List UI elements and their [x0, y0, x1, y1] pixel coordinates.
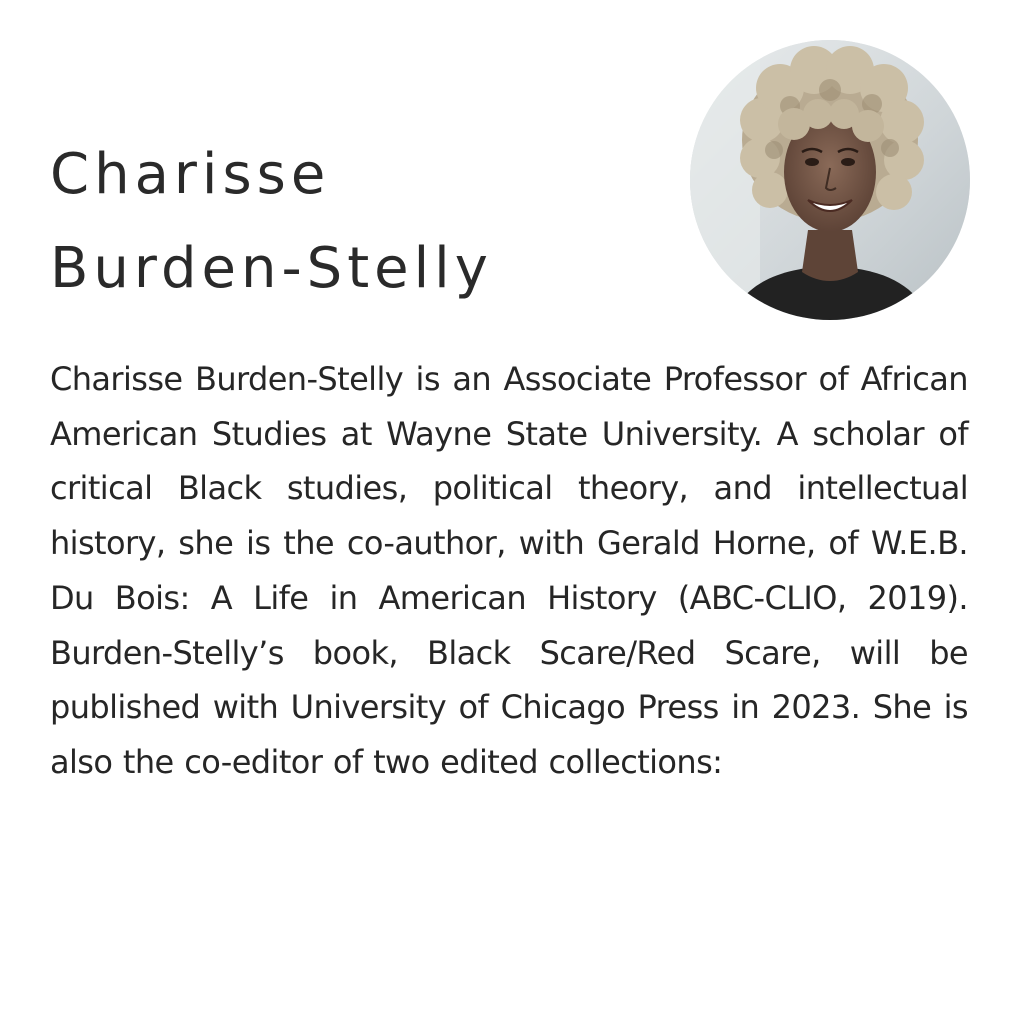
name-last: Burden-Stelly: [50, 236, 493, 301]
portrait-illustration: [690, 40, 970, 320]
profile-name: [50, 128, 670, 316]
profile-photo: [690, 40, 970, 320]
name-first: Charisse: [50, 142, 331, 207]
profile-bio: Charisse Burden-Stelly is an Associate Professor of African American Studies at Wayne State University. A scholar of critical Black studies, political theory, and intellectual history, she is the co-author, with Gerald Horne, of W.E.B. Du Bois: A Life in American History (ABC-CLIO, 2019). Burden-Stelly’s book, Black Scare/Red Scare, will be published with University of Chicago Press in 2023. She is also the co-editor of two edited collections:: [50, 360, 968, 781]
